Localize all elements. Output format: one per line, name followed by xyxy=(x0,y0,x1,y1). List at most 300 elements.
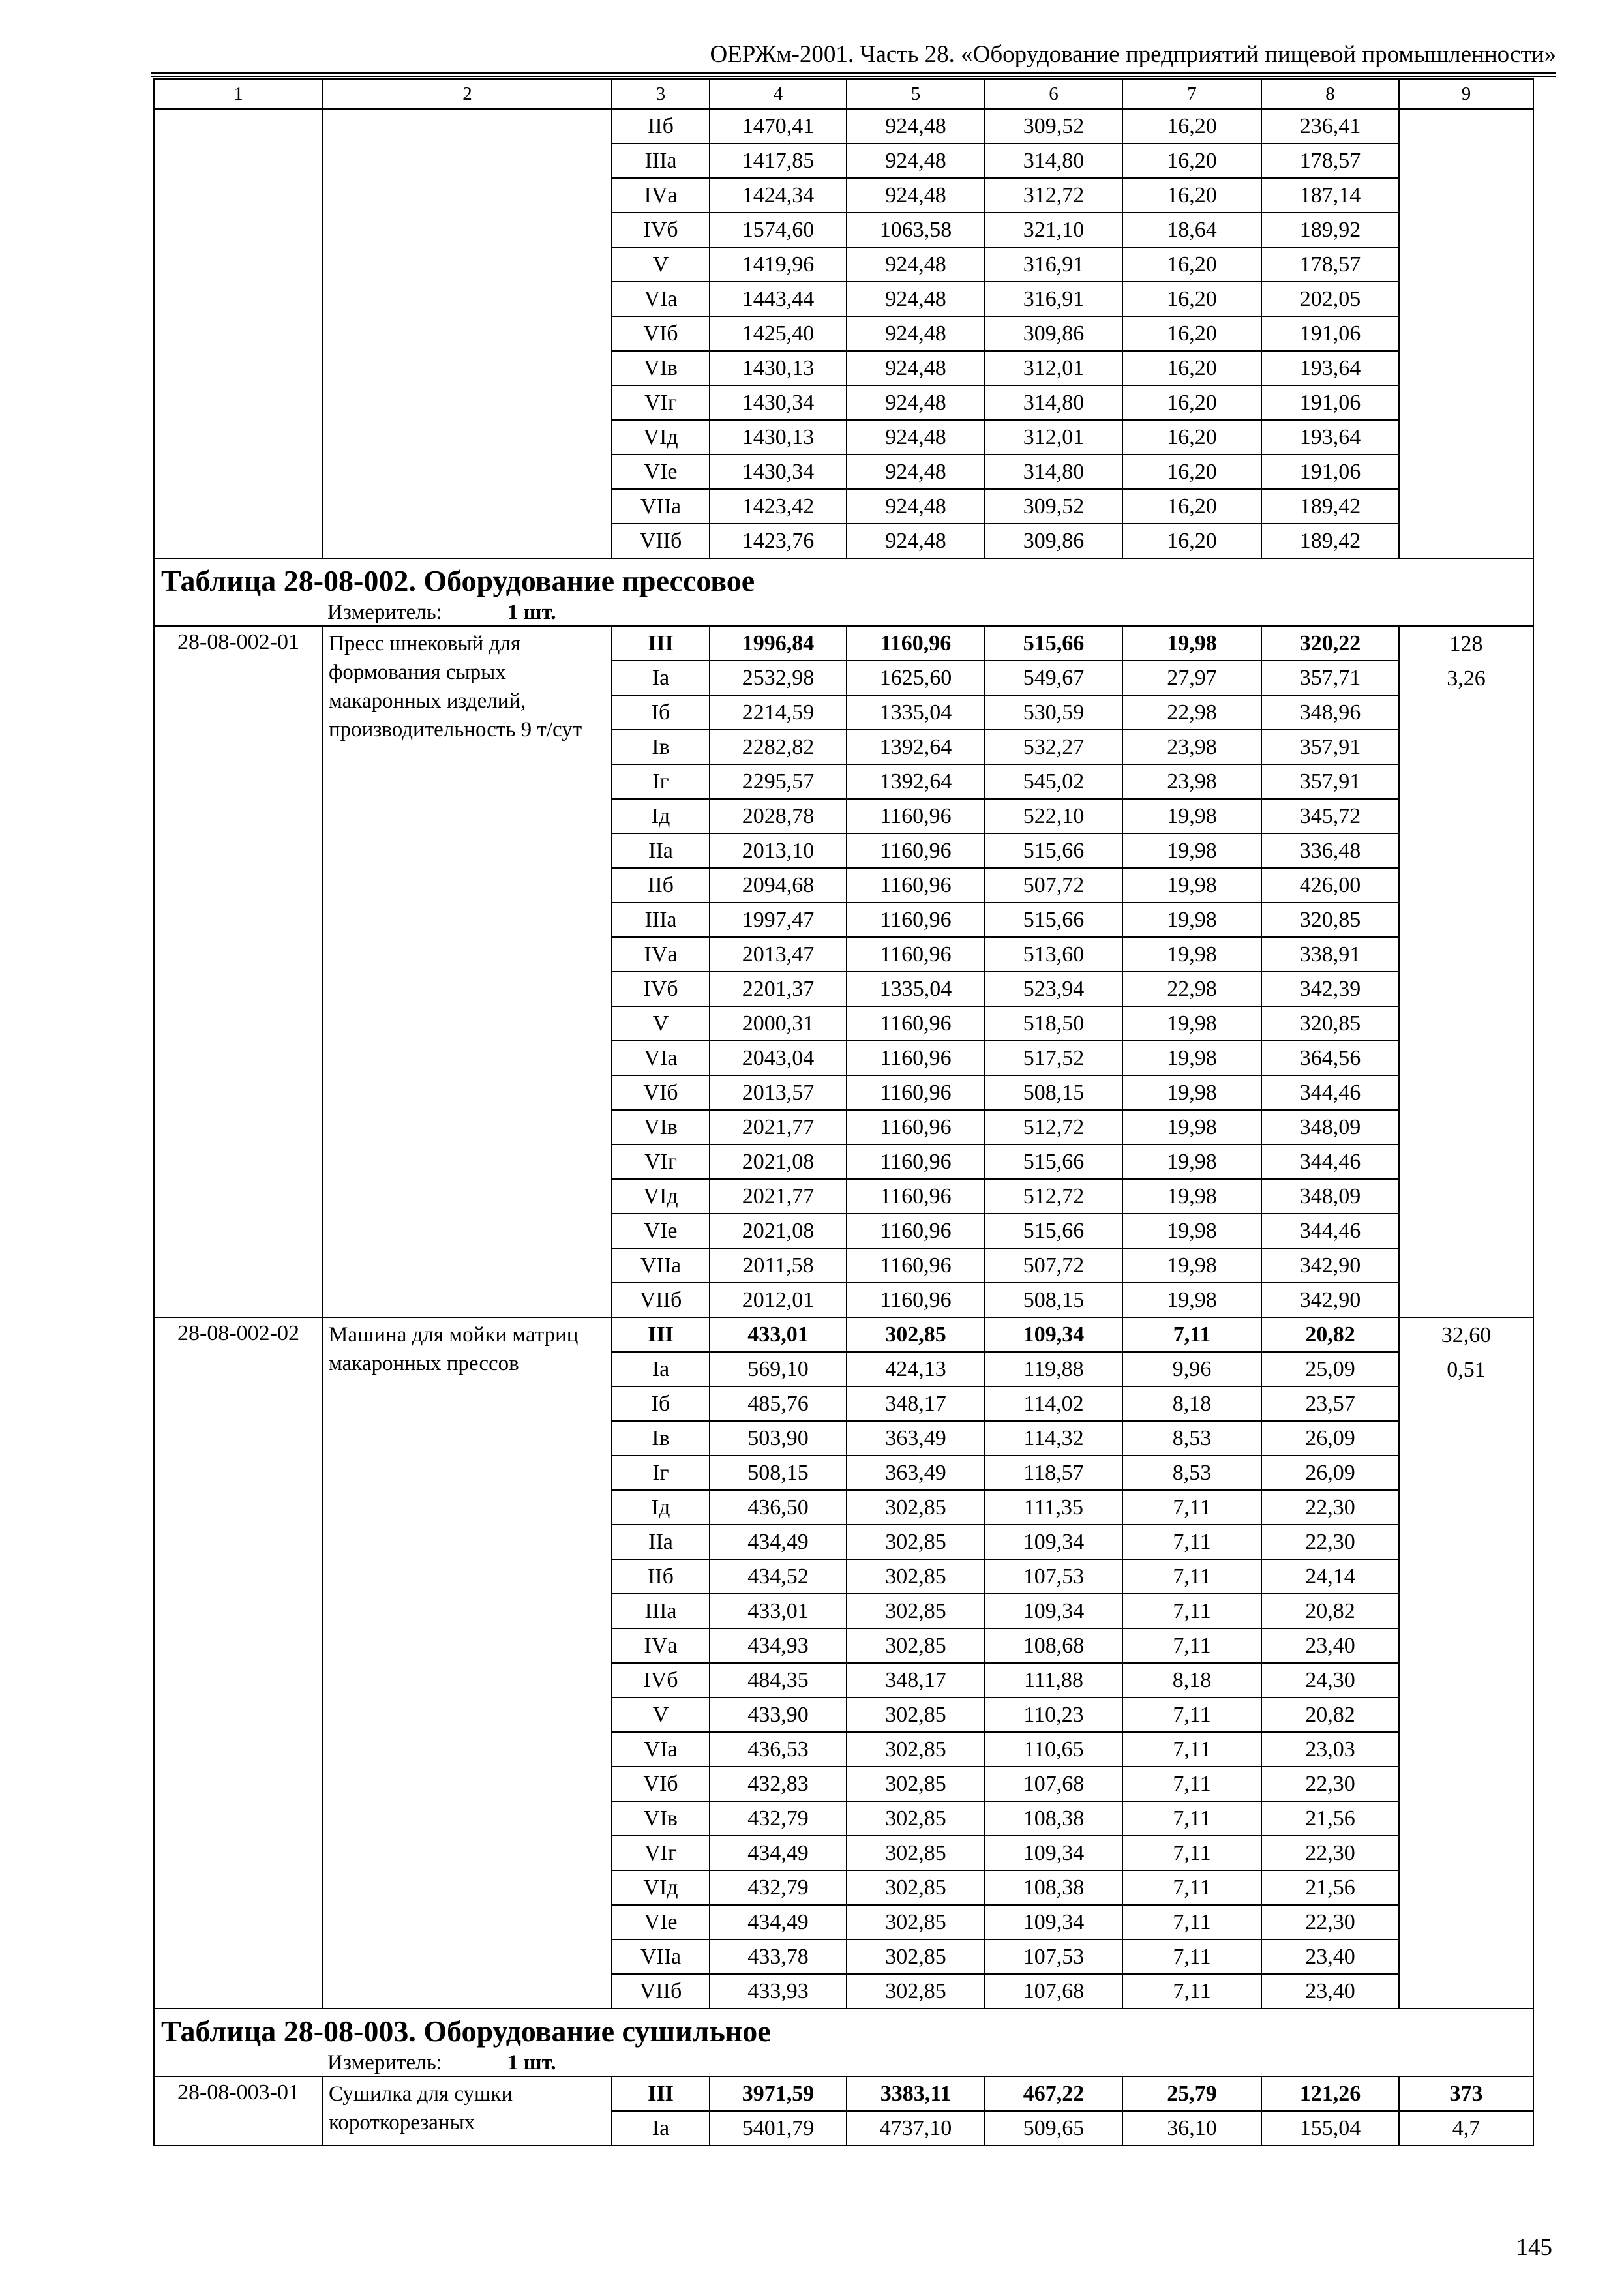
table-cell: 36,10 xyxy=(1122,2111,1261,2146)
table-cell: 109,34 xyxy=(985,1525,1122,1559)
table-cell: 21,56 xyxy=(1261,1870,1399,1905)
table-cell: 302,85 xyxy=(847,1801,985,1836)
table-cell: 342,90 xyxy=(1261,1248,1399,1283)
table-cell: 5401,79 xyxy=(710,2111,847,2146)
table-cell: 189,42 xyxy=(1261,524,1399,558)
table-cell: VIв xyxy=(612,351,710,385)
table-cell: 434,52 xyxy=(710,1559,847,1594)
item-extra-value: 0,51 xyxy=(1447,1358,1486,1382)
table-cell: 110,65 xyxy=(985,1732,1122,1767)
table-cell: 1160,96 xyxy=(847,833,985,868)
table-cell: Iа xyxy=(612,661,710,695)
table-cell: 924,48 xyxy=(847,316,985,351)
table-cell: 7,11 xyxy=(1122,1767,1261,1801)
table-cell: 512,72 xyxy=(985,1110,1122,1144)
table-cell: 309,86 xyxy=(985,524,1122,558)
table-cell: 193,64 xyxy=(1261,351,1399,385)
table-cell: Iг xyxy=(612,764,710,799)
item-code: 28-08-002-01 xyxy=(154,626,323,1317)
table-cell: 7,11 xyxy=(1122,1525,1261,1559)
table-cell: IIб xyxy=(612,868,710,903)
table-cell: 1430,34 xyxy=(710,455,847,489)
table-cell: 1160,96 xyxy=(847,1075,985,1110)
table-cell: 19,98 xyxy=(1122,799,1261,833)
table-cell: 503,90 xyxy=(710,1421,847,1456)
table-cell: IVа xyxy=(612,178,710,213)
table-cell: 924,48 xyxy=(847,385,985,420)
table-cell: 1160,96 xyxy=(847,799,985,833)
table-cell: 21,56 xyxy=(1261,1801,1399,1836)
table-cell: 155,04 xyxy=(1261,2111,1399,2146)
table-cell: 111,88 xyxy=(985,1663,1122,1698)
table-cell: VIIб xyxy=(612,1974,710,2009)
table-cell: VIе xyxy=(612,455,710,489)
table-cell: 19,98 xyxy=(1122,626,1261,661)
table-cell: 309,86 xyxy=(985,316,1122,351)
table-cell: IVб xyxy=(612,972,710,1006)
table-cell: 7,11 xyxy=(1122,1317,1261,1352)
table-cell: 24,14 xyxy=(1261,1559,1399,1594)
table-cell: 336,48 xyxy=(1261,833,1399,868)
table-cell: 549,67 xyxy=(985,661,1122,695)
table-cell: 109,34 xyxy=(985,1317,1122,1352)
table-cell: 191,06 xyxy=(1261,385,1399,420)
table-cell: 924,48 xyxy=(847,109,985,143)
table-cell: IVа xyxy=(612,937,710,972)
table-cell: 924,48 xyxy=(847,524,985,558)
column-number: 4 xyxy=(710,79,847,109)
table-row xyxy=(154,2076,1533,2111)
table-cell: 345,72 xyxy=(1261,799,1399,833)
table-cell: 19,98 xyxy=(1122,1041,1261,1075)
table-cell: 314,80 xyxy=(985,143,1122,178)
table-cell: VIа xyxy=(612,1732,710,1767)
table-cell: 2021,08 xyxy=(710,1214,847,1248)
table-cell: 2201,37 xyxy=(710,972,847,1006)
table-cell: 3383,11 xyxy=(847,2076,985,2111)
table-cell: 338,91 xyxy=(1261,937,1399,972)
table-cell: 7,11 xyxy=(1122,1974,1261,2009)
table-cell: 16,20 xyxy=(1122,143,1261,178)
table-cell: 517,52 xyxy=(985,1041,1122,1075)
table-cell: 508,15 xyxy=(985,1283,1122,1317)
table-cell: 348,17 xyxy=(847,1663,985,1698)
table-cell: 7,11 xyxy=(1122,1939,1261,1974)
table-cell: 1417,85 xyxy=(710,143,847,178)
table-cell: VIд xyxy=(612,420,710,455)
table-cell: 4737,10 xyxy=(847,2111,985,2146)
table-cell: 16,20 xyxy=(1122,524,1261,558)
table-cell: VIа xyxy=(612,1041,710,1075)
table-cell: 2028,78 xyxy=(710,799,847,833)
table-cell: 434,49 xyxy=(710,1836,847,1870)
table-cell: 302,85 xyxy=(847,1525,985,1559)
table-cell: 19,98 xyxy=(1122,1283,1261,1317)
table-cell: 484,35 xyxy=(710,1663,847,1698)
column-number: 1 xyxy=(154,79,323,109)
table-cell: 1419,96 xyxy=(710,247,847,282)
table-cell: V xyxy=(612,1698,710,1732)
table-cell: 434,49 xyxy=(710,1905,847,1939)
table-cell: 2021,08 xyxy=(710,1144,847,1179)
rates-table xyxy=(153,78,1534,2146)
column-number: 6 xyxy=(985,79,1122,109)
table-cell: 26,09 xyxy=(1261,1456,1399,1490)
table-cell: 302,85 xyxy=(847,1870,985,1905)
item-extra xyxy=(1399,1317,1533,2009)
unit-line xyxy=(155,599,1533,625)
table-cell: 1443,44 xyxy=(710,282,847,316)
column-number-row xyxy=(154,79,1533,109)
table-cell: 19,98 xyxy=(1122,868,1261,903)
table-cell: 434,49 xyxy=(710,1525,847,1559)
table-cell: 18,64 xyxy=(1122,213,1261,247)
table-cell: VIе xyxy=(612,1905,710,1939)
table-cell: VIг xyxy=(612,1144,710,1179)
table-cell: 178,57 xyxy=(1261,143,1399,178)
table-cell: VIв xyxy=(612,1801,710,1836)
table-cell: 1160,96 xyxy=(847,868,985,903)
table-cell: 109,34 xyxy=(985,1594,1122,1628)
table-cell: 2000,31 xyxy=(710,1006,847,1041)
table-cell: 108,68 xyxy=(985,1628,1122,1663)
table-cell: 27,97 xyxy=(1122,661,1261,695)
table-cell: 314,80 xyxy=(985,455,1122,489)
table-cell: 23,40 xyxy=(1261,1974,1399,2009)
table-cell: VIе xyxy=(612,1214,710,1248)
table-cell: 2021,77 xyxy=(710,1179,847,1214)
table-cell: 302,85 xyxy=(847,1836,985,1870)
table-cell: 23,03 xyxy=(1261,1732,1399,1767)
item-name: Пресс шнековый для формования сырых макаронных изделий, производительность 9 т/сут xyxy=(323,626,612,1317)
table-cell: Iб xyxy=(612,695,710,730)
table-cell: III xyxy=(612,1317,710,1352)
table-cell: VIб xyxy=(612,1075,710,1110)
table-cell: 2282,82 xyxy=(710,730,847,764)
table-cell: 19,98 xyxy=(1122,1179,1261,1214)
table-row xyxy=(154,1317,1533,1352)
table-cell: VIд xyxy=(612,1870,710,1905)
table-cell: VIг xyxy=(612,385,710,420)
table-cell: Iг xyxy=(612,1456,710,1490)
table-cell: 16,20 xyxy=(1122,385,1261,420)
header-rule-thin xyxy=(151,76,1556,77)
table-cell: 364,56 xyxy=(1261,1041,1399,1075)
section-header-row xyxy=(154,2009,1533,2076)
table-cell: Iб xyxy=(612,1386,710,1421)
unit-value: 1 шт. xyxy=(507,2051,556,2074)
table-cell: 314,80 xyxy=(985,385,1122,420)
table-cell: 8,53 xyxy=(1122,1456,1261,1490)
table-cell: 508,15 xyxy=(710,1456,847,1490)
table-cell: 118,57 xyxy=(985,1456,1122,1490)
section-header xyxy=(154,2009,1533,2076)
table-cell: 7,11 xyxy=(1122,1801,1261,1836)
table-cell: 1335,04 xyxy=(847,695,985,730)
table-cell: 1063,58 xyxy=(847,213,985,247)
table-cell: 344,46 xyxy=(1261,1214,1399,1248)
table-cell: 426,00 xyxy=(1261,868,1399,903)
table-cell: 107,68 xyxy=(985,1767,1122,1801)
table-cell: VIб xyxy=(612,316,710,351)
item-name: Сушилка для сушки короткорезаных xyxy=(323,2076,612,2146)
table-cell: 513,60 xyxy=(985,937,1122,972)
table-cell: 108,38 xyxy=(985,1801,1122,1836)
table-cell: 16,20 xyxy=(1122,455,1261,489)
table-cell: III xyxy=(612,2076,710,2111)
table-cell: 1160,96 xyxy=(847,1248,985,1283)
table-cell: 114,32 xyxy=(985,1421,1122,1456)
table-cell: 19,98 xyxy=(1122,1110,1261,1144)
table-cell: 1430,34 xyxy=(710,385,847,420)
table-cell: 518,50 xyxy=(985,1006,1122,1041)
table-cell: 19,98 xyxy=(1122,1248,1261,1283)
item-name: Машина для мойки матриц макаронных прессов xyxy=(323,1317,612,2009)
table-cell: 1160,96 xyxy=(847,937,985,972)
table-cell: 1160,96 xyxy=(847,903,985,937)
table-cell: 302,85 xyxy=(847,1905,985,1939)
blank-extra-cell xyxy=(1399,109,1533,558)
table-cell: 433,93 xyxy=(710,1974,847,2009)
table-cell: 320,85 xyxy=(1261,903,1399,937)
table-cell: 19,98 xyxy=(1122,1075,1261,1110)
table-cell: 193,64 xyxy=(1261,420,1399,455)
table-cell: 2013,10 xyxy=(710,833,847,868)
table-cell: 7,11 xyxy=(1122,1559,1261,1594)
table-cell: 8,18 xyxy=(1122,1663,1261,1698)
table-cell: 433,90 xyxy=(710,1698,847,1732)
table-cell: 7,11 xyxy=(1122,1628,1261,1663)
table-cell: 357,71 xyxy=(1261,661,1399,695)
table-cell: 7,11 xyxy=(1122,1594,1261,1628)
table-cell: 357,91 xyxy=(1261,764,1399,799)
table-cell: 924,48 xyxy=(847,351,985,385)
table-cell: IVб xyxy=(612,213,710,247)
item-extra-value: 3,26 xyxy=(1447,666,1486,691)
table-cell: 436,53 xyxy=(710,1732,847,1767)
table-cell: 1423,76 xyxy=(710,524,847,558)
table-cell: 114,02 xyxy=(985,1386,1122,1421)
table-cell: 924,48 xyxy=(847,143,985,178)
table-cell: 312,01 xyxy=(985,420,1122,455)
table-cell: 924,48 xyxy=(847,455,985,489)
table-cell: 1425,40 xyxy=(710,316,847,351)
table-cell: 924,48 xyxy=(847,282,985,316)
table-cell: 2043,04 xyxy=(710,1041,847,1075)
table-cell: 433,78 xyxy=(710,1939,847,1974)
table-cell: 2011,58 xyxy=(710,1248,847,1283)
table-cell: Iа xyxy=(612,1352,710,1386)
table-cell: VIIа xyxy=(612,1939,710,1974)
table-cell: 532,27 xyxy=(985,730,1122,764)
table-cell: 1430,13 xyxy=(710,351,847,385)
table-cell: 302,85 xyxy=(847,1628,985,1663)
table-cell: 107,53 xyxy=(985,1939,1122,1974)
column-number: 8 xyxy=(1261,79,1399,109)
table-cell: 16,20 xyxy=(1122,109,1261,143)
table-cell: 302,85 xyxy=(847,1559,985,1594)
table-cell: 20,82 xyxy=(1261,1317,1399,1352)
table-cell: IIIа xyxy=(612,903,710,937)
table-cell: Iв xyxy=(612,730,710,764)
table-cell: 107,53 xyxy=(985,1559,1122,1594)
table-cell: 109,34 xyxy=(985,1905,1122,1939)
item-code: 28-08-003-01 xyxy=(154,2076,323,2146)
table-cell: 7,11 xyxy=(1122,1698,1261,1732)
table-cell: 23,40 xyxy=(1261,1939,1399,1974)
table-cell: 316,91 xyxy=(985,247,1122,282)
table-cell: VIг xyxy=(612,1836,710,1870)
table-cell: 1160,96 xyxy=(847,626,985,661)
table-cell: 312,72 xyxy=(985,178,1122,213)
table-row xyxy=(154,626,1533,661)
table-cell: 312,01 xyxy=(985,351,1122,385)
table-cell: 515,66 xyxy=(985,903,1122,937)
table-cell: 1335,04 xyxy=(847,972,985,1006)
table-cell: 1997,47 xyxy=(710,903,847,937)
table-cell: VIд xyxy=(612,1179,710,1214)
table-cell: 2295,57 xyxy=(710,764,847,799)
table-cell: 1574,60 xyxy=(710,213,847,247)
table-cell: 2013,57 xyxy=(710,1075,847,1110)
table-cell: 23,98 xyxy=(1122,730,1261,764)
table-cell: 432,83 xyxy=(710,1767,847,1801)
table-cell: 424,13 xyxy=(847,1352,985,1386)
table-cell: 20,82 xyxy=(1261,1594,1399,1628)
unit-line xyxy=(155,2050,1533,2076)
table-cell: 302,85 xyxy=(847,1767,985,1801)
table-cell: 515,66 xyxy=(985,626,1122,661)
table-cell: 108,38 xyxy=(985,1870,1122,1905)
table-cell: 467,22 xyxy=(985,2076,1122,2111)
table-cell: 23,98 xyxy=(1122,764,1261,799)
table-cell: 509,65 xyxy=(985,2111,1122,2146)
table-cell: Iв xyxy=(612,1421,710,1456)
table-cell: IIб xyxy=(612,109,710,143)
table-cell: 16,20 xyxy=(1122,178,1261,213)
table-cell: 191,06 xyxy=(1261,455,1399,489)
table-cell: 2013,47 xyxy=(710,937,847,972)
table-cell: 22,30 xyxy=(1261,1905,1399,1939)
table-cell: 22,30 xyxy=(1261,1767,1399,1801)
table-cell: 187,14 xyxy=(1261,178,1399,213)
column-number: 7 xyxy=(1122,79,1261,109)
table-cell: 1160,96 xyxy=(847,1110,985,1144)
table-cell: 1160,96 xyxy=(847,1144,985,1179)
table-cell: 1996,84 xyxy=(710,626,847,661)
table-cell: 342,90 xyxy=(1261,1283,1399,1317)
item-extra xyxy=(1399,626,1533,1317)
table-cell: IVб xyxy=(612,1663,710,1698)
unit-value: 1 шт. xyxy=(507,601,556,624)
blank-name-cell xyxy=(323,109,612,558)
table-cell: 16,20 xyxy=(1122,316,1261,351)
table-cell: 25,79 xyxy=(1122,2076,1261,2111)
table-cell: 302,85 xyxy=(847,1490,985,1525)
table-cell: 1160,96 xyxy=(847,1283,985,1317)
table-cell: IVа xyxy=(612,1628,710,1663)
table-cell: 191,06 xyxy=(1261,316,1399,351)
table-cell: 16,20 xyxy=(1122,282,1261,316)
table-cell: 19,98 xyxy=(1122,937,1261,972)
table-cell: 1160,96 xyxy=(847,1214,985,1248)
table-cell: VIIб xyxy=(612,1283,710,1317)
table-cell: V xyxy=(612,1006,710,1041)
table-cell: 344,46 xyxy=(1261,1075,1399,1110)
table-cell-extra: 373 xyxy=(1399,2076,1533,2111)
table-cell: 320,85 xyxy=(1261,1006,1399,1041)
table-cell: 342,39 xyxy=(1261,972,1399,1006)
column-number: 3 xyxy=(612,79,710,109)
table-cell: 348,09 xyxy=(1261,1110,1399,1144)
table-cell: 321,10 xyxy=(985,213,1122,247)
table-cell: Iд xyxy=(612,1490,710,1525)
table-cell: 111,35 xyxy=(985,1490,1122,1525)
table-cell: 1423,42 xyxy=(710,489,847,524)
table-cell: 9,96 xyxy=(1122,1352,1261,1386)
table-cell: VIб xyxy=(612,1767,710,1801)
table-cell: 1160,96 xyxy=(847,1041,985,1075)
table-cell: 22,98 xyxy=(1122,695,1261,730)
table-cell: 436,50 xyxy=(710,1490,847,1525)
table-cell: 1625,60 xyxy=(847,661,985,695)
table-cell: 924,48 xyxy=(847,489,985,524)
table-cell: Iд xyxy=(612,799,710,833)
table-cell: 3971,59 xyxy=(710,2076,847,2111)
table-cell: 25,09 xyxy=(1261,1352,1399,1386)
item-extra-value: 32,60 xyxy=(1441,1323,1492,1347)
table-cell: Iа xyxy=(612,2111,710,2146)
table-cell: 507,72 xyxy=(985,868,1122,903)
table-cell: 523,94 xyxy=(985,972,1122,1006)
table-cell: 344,46 xyxy=(1261,1144,1399,1179)
table-cell: 316,91 xyxy=(985,282,1122,316)
table-cell: VIIа xyxy=(612,489,710,524)
table-cell: 302,85 xyxy=(847,1939,985,1974)
table-cell: IIIа xyxy=(612,143,710,178)
table-cell: 7,11 xyxy=(1122,1490,1261,1525)
table-cell: 22,30 xyxy=(1261,1836,1399,1870)
table-cell: 2021,77 xyxy=(710,1110,847,1144)
item-extra-value: 128 xyxy=(1449,632,1483,656)
table-cell: 16,20 xyxy=(1122,351,1261,385)
table-title: Таблица 28-08-003. Оборудование сушильное xyxy=(161,2014,771,2048)
table-cell: 530,59 xyxy=(985,695,1122,730)
table-cell: 19,98 xyxy=(1122,903,1261,937)
table-cell: 7,11 xyxy=(1122,1836,1261,1870)
table-cell: 924,48 xyxy=(847,247,985,282)
table-cell: 22,98 xyxy=(1122,972,1261,1006)
table-cell: 545,02 xyxy=(985,764,1122,799)
table-cell: 508,15 xyxy=(985,1075,1122,1110)
table-cell: 512,72 xyxy=(985,1179,1122,1214)
header-rule xyxy=(151,72,1556,74)
table-cell: 1424,34 xyxy=(710,178,847,213)
table-cell: IIа xyxy=(612,833,710,868)
table-cell: 302,85 xyxy=(847,1732,985,1767)
table-cell: 189,92 xyxy=(1261,213,1399,247)
column-number: 5 xyxy=(847,79,985,109)
table-cell: 24,30 xyxy=(1261,1663,1399,1698)
table-cell: 107,68 xyxy=(985,1974,1122,2009)
table-cell: 7,11 xyxy=(1122,1870,1261,1905)
unit-label: Измеритель: xyxy=(327,2051,442,2074)
page-header: ОЕРЖм-2001. Часть 28. «Оборудование предприятий пищевой промышленности» xyxy=(710,41,1556,68)
table-cell: 7,11 xyxy=(1122,1732,1261,1767)
table-cell: 302,85 xyxy=(847,1698,985,1732)
table-cell: 515,66 xyxy=(985,833,1122,868)
table-cell: 569,10 xyxy=(710,1352,847,1386)
